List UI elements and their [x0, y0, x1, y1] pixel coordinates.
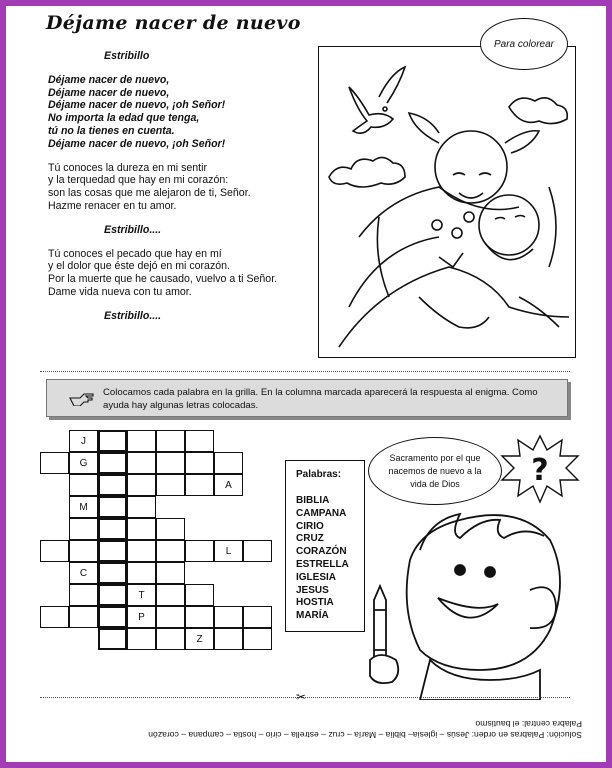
chorus-line: No importa la edad que tenga, — [48, 112, 200, 125]
grid-cell[interactable] — [69, 606, 98, 628]
word-item: CAMPANA — [296, 507, 347, 519]
grid-cell[interactable] — [243, 606, 272, 628]
grid-cell[interactable] — [69, 518, 98, 540]
verse-line: y el dolor que éste dejó en mi corazón. — [48, 260, 230, 273]
grid-cell[interactable]: P — [127, 606, 156, 628]
grid-cell[interactable] — [185, 430, 214, 452]
grid-cell[interactable] — [69, 474, 98, 496]
verse-line: son las cosas que me alejaron de ti, Señor. — [48, 187, 251, 200]
grid-key-cell[interactable] — [98, 584, 127, 606]
grid-cell[interactable] — [40, 540, 69, 562]
word-item: BIBLIA — [296, 495, 330, 506]
grid-cell[interactable] — [40, 452, 69, 474]
word-list — [296, 495, 349, 623]
word-item: CRUZ — [296, 533, 324, 545]
song-lyrics — [48, 50, 323, 323]
chorus-line: Déjame nacer de nuevo, — [48, 86, 170, 99]
grid-cell[interactable] — [214, 606, 243, 628]
grid-cell[interactable] — [156, 474, 185, 496]
grid-cell[interactable] — [156, 562, 185, 584]
chorus-line: Déjame nacer de nuevo, ¡oh Señor! — [48, 99, 226, 112]
page-title: Déjame nacer de nuevo — [46, 12, 301, 34]
grid-key-cell[interactable] — [98, 628, 127, 650]
grid-cell[interactable] — [127, 540, 156, 562]
cut-line-top — [40, 371, 570, 372]
grid-cell[interactable] — [156, 452, 185, 474]
grid-key-cell[interactable] — [98, 496, 127, 518]
grid-cell[interactable] — [243, 540, 272, 562]
grid-cell[interactable] — [185, 606, 214, 628]
grid-cell[interactable]: M — [69, 496, 98, 518]
coloring-label-bubble — [480, 18, 568, 70]
verse-line: y la terquedad que hay en mi corazón: — [48, 174, 229, 187]
word-list-heading: Palabras: — [296, 469, 342, 480]
verse-line: Tú conoces la dureza en mi sentir — [48, 161, 207, 174]
word-item: CIRIO — [296, 520, 324, 532]
grid-cell[interactable] — [69, 540, 98, 562]
grid-cell[interactable] — [156, 606, 185, 628]
grid-key-cell[interactable] — [98, 540, 127, 562]
grid-cell[interactable]: G — [69, 452, 98, 474]
grid-cell[interactable]: J — [69, 430, 98, 452]
grid-cell[interactable] — [127, 628, 156, 650]
grid-cell[interactable] — [156, 628, 185, 650]
chorus-line: Déjame nacer de nuevo, — [48, 73, 170, 86]
grid-cell[interactable] — [243, 628, 272, 650]
grid-cell[interactable] — [185, 474, 214, 496]
grid-cell[interactable] — [185, 540, 214, 562]
grid-cell[interactable] — [69, 584, 98, 606]
upside-down-solution — [42, 718, 582, 740]
instruction-box — [46, 379, 568, 417]
solution-line: Solución: Palabras en orden: Jesús – iglesia– biblia – María – cruz – estrella – cirio – hostia – campana – corazón — [148, 730, 582, 740]
word-item: IGLESIA — [296, 571, 337, 583]
grid-cell[interactable] — [127, 496, 156, 518]
grid-cell[interactable] — [185, 452, 214, 474]
grid-key-cell[interactable] — [98, 518, 127, 540]
chorus-line: Déjame nacer de nuevo, ¡oh Señor! — [48, 137, 226, 150]
riddle-text: Sacramento por el que nacemos de nuevo a la vida de Dios — [388, 452, 482, 489]
grid-cell[interactable] — [127, 562, 156, 584]
grid-cell[interactable] — [127, 430, 156, 452]
word-item: CORAZÓN — [296, 546, 347, 558]
grid-cell[interactable] — [156, 540, 185, 562]
grid-cell[interactable] — [214, 452, 243, 474]
question-mark: ? — [531, 453, 549, 488]
verse-line: Por la muerte que he causado, vuelvo a ti Señor. — [48, 273, 278, 286]
word-item: ESTRELLA — [296, 558, 349, 570]
chorus-label: Estribillo — [104, 50, 150, 62]
word-item: MARÍA — [296, 610, 329, 622]
word-list-box — [285, 460, 365, 632]
word-item: JESUS — [296, 584, 329, 596]
grid-key-cell[interactable] — [98, 430, 127, 452]
chorus-repeat: Estribillo.... — [104, 309, 162, 322]
grid-cell[interactable] — [156, 518, 185, 540]
grid-cell[interactable]: L — [214, 540, 243, 562]
coloring-label: Para colorear — [493, 38, 555, 50]
verse-line: Dame vida nueva con tu amor. — [48, 285, 192, 298]
grid-cell[interactable] — [185, 584, 214, 606]
coloring-drawing — [319, 47, 575, 357]
grid-cell[interactable] — [127, 474, 156, 496]
grid-cell[interactable]: A — [214, 474, 243, 496]
question-burst-icon — [500, 434, 580, 504]
grid-cell[interactable]: C — [69, 562, 98, 584]
word-item: HOSTIA — [296, 597, 334, 609]
grid-key-cell[interactable] — [98, 606, 127, 628]
chorus-line: tú no la tienes en cuenta. — [48, 124, 175, 137]
grid-cell[interactable] — [214, 628, 243, 650]
grid-cell[interactable]: T — [127, 584, 156, 606]
grid-key-cell[interactable] — [98, 562, 127, 584]
grid-cell[interactable]: Z — [185, 628, 214, 650]
riddle-bubble — [368, 437, 502, 505]
grid-cell[interactable] — [40, 606, 69, 628]
instruction-text: Colocamos cada palabra en la grilla. En la columna marcada aparecerá la respuesta al enigma. Como ayuda hay algunas letras colocadas. — [103, 387, 538, 411]
boy-with-pencil-illustration — [360, 500, 570, 700]
pointing-hand-icon — [69, 390, 95, 406]
grid-cell[interactable] — [156, 430, 185, 452]
grid-cell[interactable] — [156, 584, 185, 606]
coloring-illustration — [318, 46, 576, 358]
solution-word: Palabra central: el bautismo — [475, 719, 582, 729]
verse-line: Tú conoces el pecado que hay en mí — [48, 247, 222, 260]
grid-cell[interactable] — [127, 452, 156, 474]
grid-cell[interactable] — [127, 518, 156, 540]
scissors-icon: ✂ — [296, 690, 307, 704]
chorus-repeat: Estribillo.... — [104, 223, 162, 236]
grid-key-cell[interactable] — [98, 474, 127, 496]
verse-line: Hazme renacer en tu amor. — [48, 199, 177, 212]
grid-key-cell[interactable] — [98, 452, 127, 474]
